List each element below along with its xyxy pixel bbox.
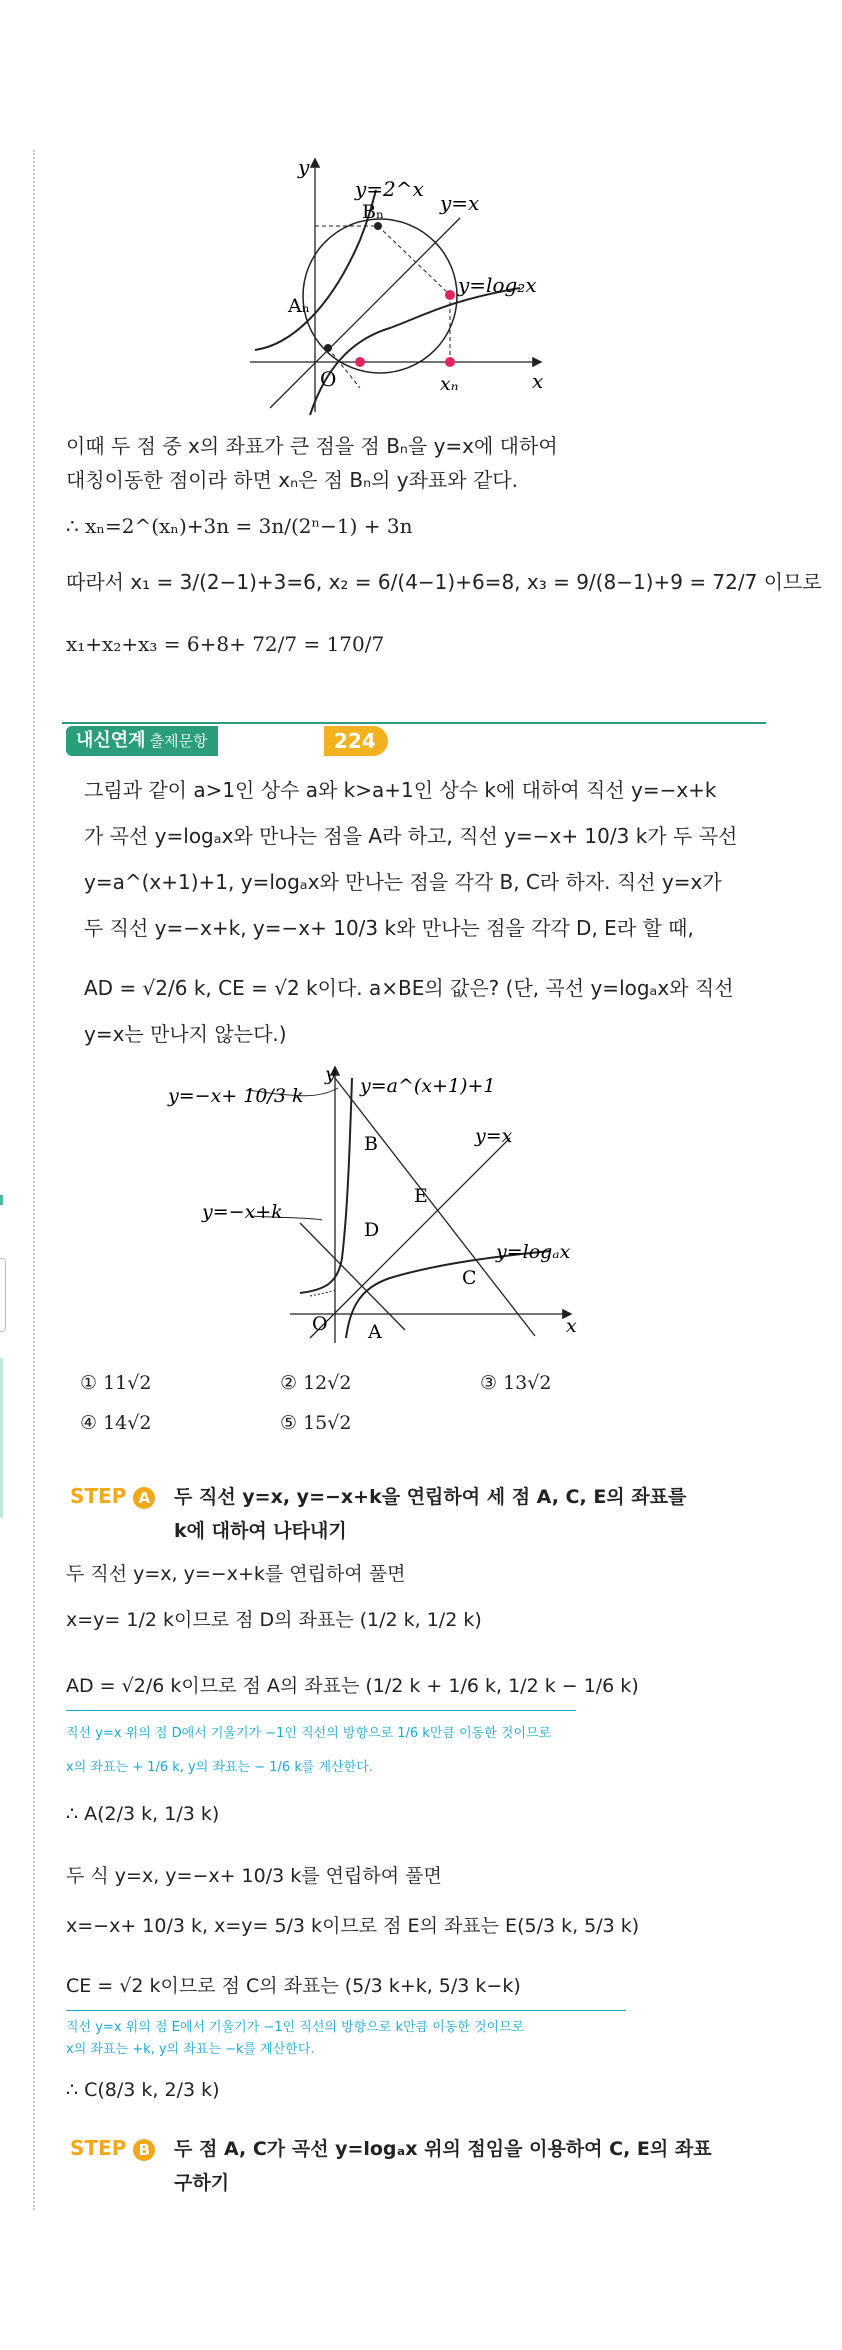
solution-line: x=−x+ 10/3 k, x=y= 5/3 k이므로 점 E의 좌표는 E(5/3 k, 5/3 k) xyxy=(66,1915,640,1937)
margin-rule xyxy=(33,150,35,2210)
intro-line: 이때 두 점 중 x의 좌표가 큰 점을 점 Bₙ을 y=x에 대하여 xyxy=(66,434,558,458)
step-a-title: 두 직선 y=x, y=−x+k을 연립하여 세 점 A, C, E의 좌표를 xyxy=(174,1486,687,1508)
underline xyxy=(66,2010,626,2011)
header-rule xyxy=(62,722,766,724)
dashed-line xyxy=(378,226,450,295)
step-b-title: 두 점 A, C가 곡선 y=logₐx 위의 점임을 이용하여 C, E의 좌표 xyxy=(174,2138,712,2160)
line-diag-label: y=x xyxy=(475,1125,513,1147)
header-badge-title: 내신연계 xyxy=(76,730,146,751)
intro-line: 대칭이동한 점이라 하면 xₙ은 점 Bₙ의 y좌표와 같다. xyxy=(66,468,518,492)
x-axis-label: x xyxy=(532,369,544,393)
point-b-label: B xyxy=(364,1133,378,1155)
solution-line: AD = √2/6 k이므로 점 A의 좌표는 (1/2 k + 1/6 k, 1/2 k − 1/6 k) xyxy=(66,1675,639,1697)
point-red xyxy=(355,357,365,367)
point-an xyxy=(324,344,332,352)
curve-log-label: y=log₂x xyxy=(458,273,537,297)
problem-line: 그림과 같이 a>1인 상수 a와 k>a+1인 상수 k에 대하여 직선 y=−x+k xyxy=(84,778,717,802)
choice-1[interactable]: ① 11√2 xyxy=(80,1372,152,1394)
point-e-label: E xyxy=(414,1185,428,1207)
line-mid-label: y=−x+k xyxy=(202,1201,283,1223)
point-bn-label: Bₙ xyxy=(362,201,385,223)
step-b-title: 구하기 xyxy=(174,2172,230,2194)
choice-3[interactable]: ③ 13√2 xyxy=(480,1372,552,1394)
line-label: y=x xyxy=(440,191,480,215)
problem-line: y=x는 만나지 않는다.) xyxy=(84,1022,287,1046)
problem-header xyxy=(62,720,766,760)
problem-line: 가 곡선 y=logₐx와 만나는 점을 A라 하고, 직선 y=−x+ 10/3 k가 두 곡선 xyxy=(84,824,738,848)
curve-exp-label: y=a^(x+1)+1 xyxy=(360,1075,496,1097)
note-line: 직선 y=x 위의 점 D에서 기울기가 −1인 직선의 방향으로 1/6 k만큼 이동한 것이므로 xyxy=(66,1726,552,1741)
step-a-text: STEP xyxy=(70,1484,127,1508)
solution-line: ∴ C(8/3 k, 2/3 k) xyxy=(66,2079,220,2101)
note-line: x의 좌표는 +k, y의 좌표는 −k를 계산한다. xyxy=(66,2042,315,2057)
step-b-text: STEP xyxy=(70,2136,127,2160)
point-an-label: Aₙ xyxy=(288,295,310,317)
point-c-label: C xyxy=(462,1267,477,1289)
line-top-label: y=−x+ 10/3 k xyxy=(168,1085,304,1107)
header-badge xyxy=(66,726,218,756)
formula-line: ∴ xₙ=2^(xₙ)+3n = 3n/(2ⁿ−1) + 3n xyxy=(66,514,413,538)
side-marker xyxy=(0,1195,3,1205)
problem-number: 224 xyxy=(324,726,388,756)
problem-line: y=a^(x+1)+1, y=logₐx와 만나는 점을 각각 B, C라 하자. 직선 y=x가 xyxy=(84,870,722,894)
formula-line: 따라서 x₁ = 3/(2−1)+3=6, x₂ = 6/(4−1)+6=8, x₃ = 9/(8−1)+9 = 72/7 이므로 xyxy=(66,570,822,594)
side-marker xyxy=(0,1358,3,1518)
point-bn xyxy=(374,222,382,230)
curve-log-label: y=logₐx xyxy=(496,1241,571,1263)
step-b-label xyxy=(70,2136,155,2161)
side-tab xyxy=(0,1258,6,1332)
choice-2[interactable]: ② 12√2 xyxy=(280,1372,352,1394)
point-xn-label: xₙ xyxy=(440,373,459,395)
solution-line: x=y= 1/2 k이므로 점 D의 좌표는 (1/2 k, 1/2 k) xyxy=(66,1609,482,1631)
point-a-label: A xyxy=(368,1321,382,1343)
line-top xyxy=(335,1078,535,1336)
step-a-circle: A xyxy=(133,1487,155,1509)
step-a-title: k에 대하여 나타내기 xyxy=(174,1520,347,1542)
choice-4[interactable]: ④ 14√2 xyxy=(80,1412,152,1434)
y-axis-label: y xyxy=(325,1063,336,1085)
header-badge-sub: 출제문항 xyxy=(149,732,208,750)
origin-label: O xyxy=(312,1313,328,1335)
solution-line: 두 식 y=x, y=−x+ 10/3 k를 연립하여 풀면 xyxy=(66,1865,442,1887)
choice-5[interactable]: ⑤ 15√2 xyxy=(280,1412,352,1434)
y-axis-label: y xyxy=(298,155,310,179)
point-red xyxy=(445,290,455,300)
note-line: x의 좌표는 + 1/6 k, y의 좌표는 − 1/6 k를 계산한다. xyxy=(66,1760,373,1775)
graph-2 xyxy=(150,1058,620,1348)
formula-line: x₁+x₂+x₃ = 6+8+ 72/7 = 170/7 xyxy=(66,632,385,656)
point-red xyxy=(445,357,455,367)
problem-line: AD = √2/6 k, CE = √2 k이다. a×BE의 값은? (단, 곡선 y=logₐx와 직선 xyxy=(84,976,734,1000)
solution-line: ∴ A(2/3 k, 1/3 k) xyxy=(66,1803,220,1825)
graph-1 xyxy=(240,150,600,420)
underline xyxy=(66,1710,576,1711)
note-line: 직선 y=x 위의 점 E에서 기울기가 −1인 직선의 방향으로 k만큼 이동한 것이므로 xyxy=(66,2020,525,2035)
line-y-eq-x xyxy=(310,1138,510,1338)
curve-log xyxy=(310,288,520,415)
solution-line: 두 직선 y=x, y=−x+k를 연립하여 풀면 xyxy=(66,1563,406,1585)
solution-line: CE = √2 k이므로 점 C의 좌표는 (5/3 k+k, 5/3 k−k) xyxy=(66,1975,521,1997)
step-a-label xyxy=(70,1484,155,1509)
x-axis-label: x xyxy=(566,1315,577,1337)
point-d-label: D xyxy=(364,1219,380,1241)
curve-exp-label: y=2^x xyxy=(355,177,424,201)
curve-exp xyxy=(300,1078,352,1293)
problem-line: 두 직선 y=−x+k, y=−x+ 10/3 k와 만나는 점을 각각 D, E라 할 때, xyxy=(84,916,694,940)
origin-label: O xyxy=(320,367,337,391)
step-b-circle: B xyxy=(133,2139,155,2161)
